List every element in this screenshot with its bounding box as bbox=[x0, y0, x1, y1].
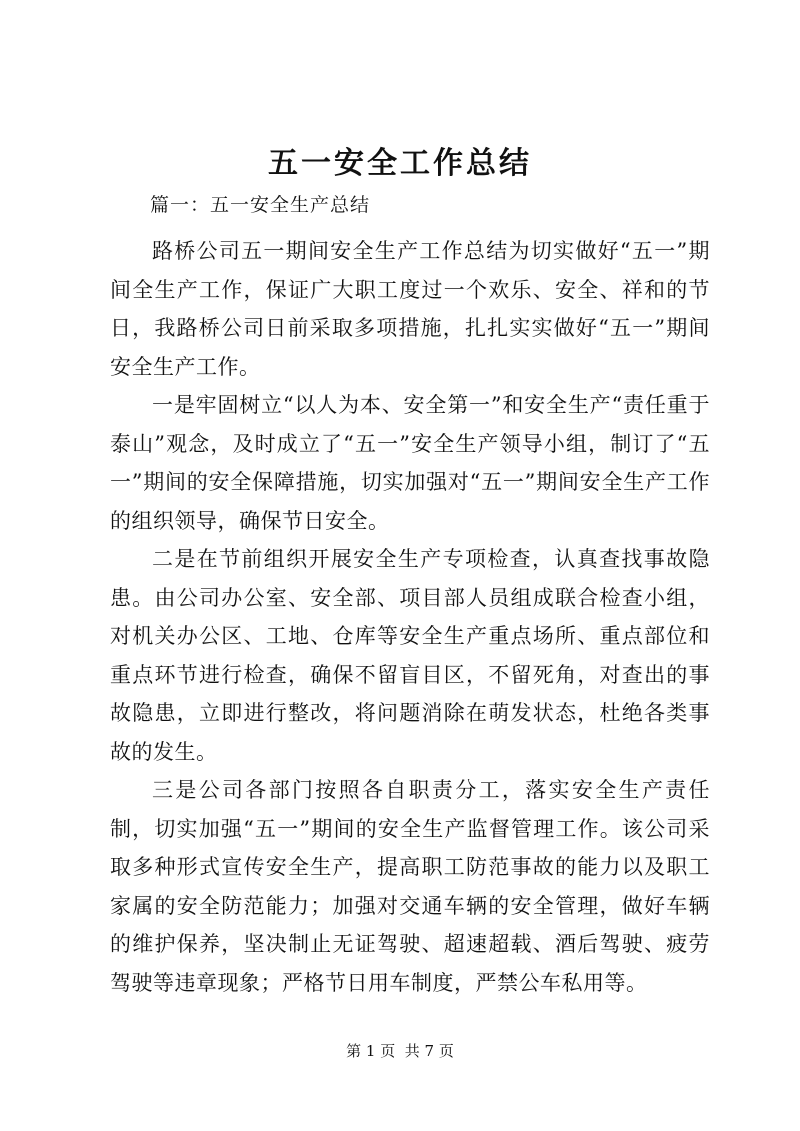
document-body bbox=[110, 186, 710, 1002]
paragraph-4: 三是公司各部门按照各自职责分工，落实安全生产责任制，切实加强“五一”期间的安全生产监督管理工作。该公司采取多种形式宣传安全生产，提高职工防范事故的能力以及职工家属的安全防范能力；加强对交通车辆的安全管理，做好车辆的维护保养，坚决制止无证驾驶、超速超载、酒后驾驶、疲劳驾驶等违章现象；严格节日用车制度，严禁公车私用等。 bbox=[110, 778, 710, 995]
paragraph-3: 二是在节前组织开展安全生产专项检查，认真查找事故隐患。由公司办公室、安全部、项目部人员组成联合检查小组，对机关办公区、工地、仓库等安全生产重点场所、重点部位和重点环节进行检查，确保不留盲目区，不留死角，对查出的事故隐患，立即进行整改，将问题消除在萌发状态，杜绝各类事故的发生。 bbox=[110, 547, 710, 764]
page-footer bbox=[0, 1040, 800, 1061]
paragraph-2: 一是牢固树立“以人为本、安全第一”和安全生产“责任重于泰山”观念，及时成立了“五一”安全生产领导小组，制订了“五一”期间的安全保障措施，切实加强对“五一”期间安全生产工作的组织领导，确保节日安全。 bbox=[110, 393, 710, 533]
paragraph-1: 路桥公司五一期间安全生产工作总结为切实做好“五一”期间全生产工作，保证广大职工度过一个欢乐、安全、祥和的节日，我路桥公司日前采取多项措施，扎扎实实做好“五一”期间安全生产工作。 bbox=[110, 239, 710, 379]
section-subtitle: 篇一：五一安全生产总结 bbox=[150, 194, 371, 216]
page-title: 五一安全工作总结 bbox=[268, 146, 532, 181]
page-number-label: 第 1 页 共 7 页 bbox=[346, 1042, 454, 1060]
